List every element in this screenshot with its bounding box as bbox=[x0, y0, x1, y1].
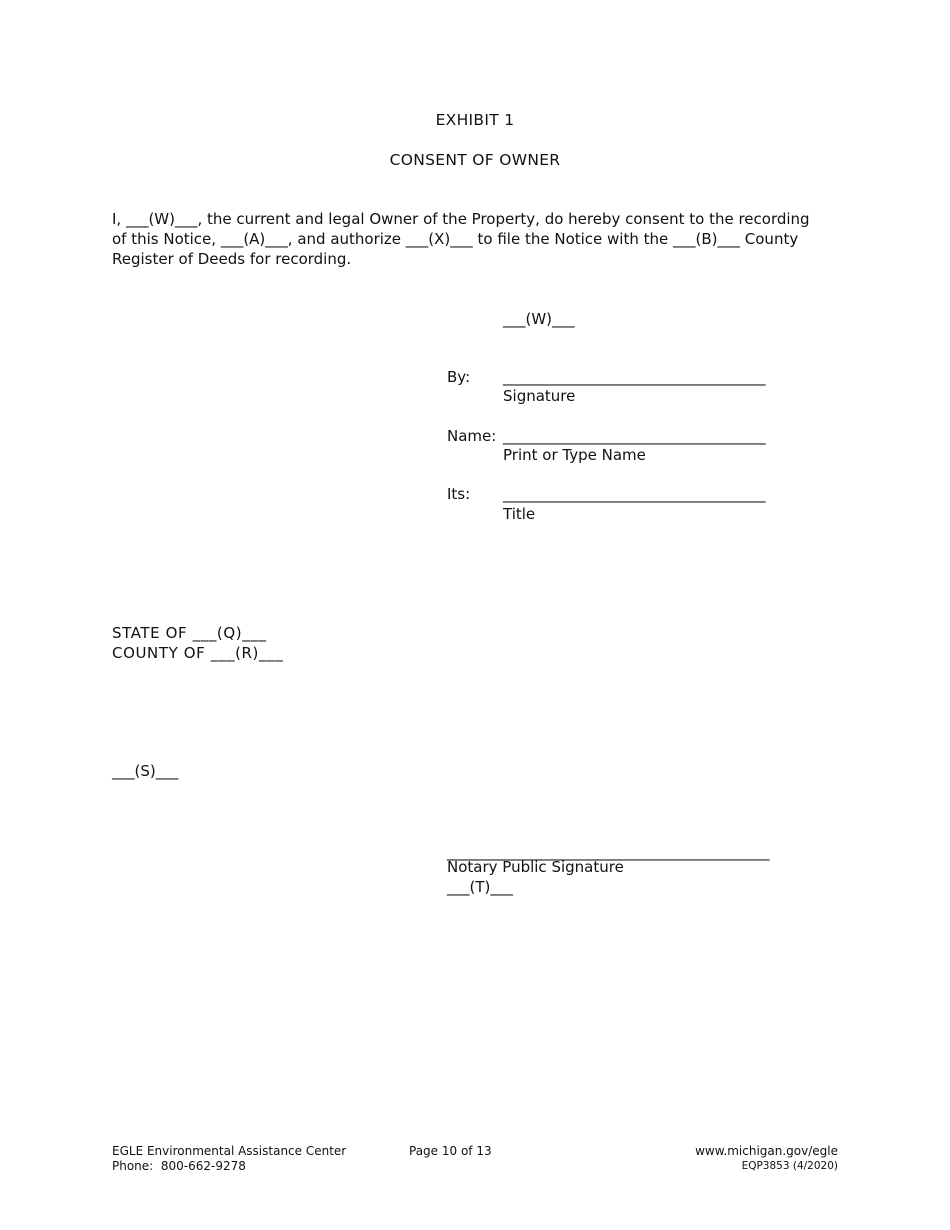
signature-line: ___________________________________ bbox=[503, 368, 766, 386]
footer-org: EGLE Environmental Assistance Center bbox=[112, 1144, 347, 1158]
by-label: By: bbox=[447, 368, 471, 386]
its-label: Its: bbox=[447, 485, 471, 503]
name-label: Name: bbox=[447, 427, 497, 445]
consent-paragraph-line: I, ___(W)___, the current and legal Owner of the Property, do hereby consent to the recording bbox=[112, 210, 810, 228]
name-caption: Print or Type Name bbox=[503, 446, 646, 464]
footer-form-code: EQP3853 (4/2020) bbox=[741, 1160, 838, 1172]
title-line: ___________________________________ bbox=[503, 485, 766, 503]
footer-page-number: Page 10 of 13 bbox=[409, 1144, 492, 1158]
footer-website: www.michigan.gov/egle bbox=[695, 1144, 838, 1158]
acknowledgment-placeholder: ___(S)___ bbox=[112, 762, 179, 780]
county-line: COUNTY OF ___(R)___ bbox=[112, 644, 284, 662]
owner-placeholder: ___(W)___ bbox=[503, 310, 575, 328]
consent-paragraph-line: of this Notice, ___(A)___, and authorize ___(X)___ to file the Notice with the ___(B)___ County bbox=[112, 230, 799, 248]
notary-placeholder: ___(T)___ bbox=[447, 878, 513, 896]
signature-caption: Signature bbox=[503, 387, 576, 405]
name-line: ___________________________________ bbox=[503, 427, 766, 445]
page-heading: CONSENT OF OWNER bbox=[389, 151, 561, 169]
state-line: STATE OF ___(Q)___ bbox=[112, 624, 267, 642]
footer-phone: Phone: 800-662-9278 bbox=[112, 1159, 246, 1173]
notary-signature-line: ___________________________________________ bbox=[447, 843, 770, 861]
consent-paragraph bbox=[112, 209, 837, 269]
consent-paragraph-line: Register of Deeds for recording. bbox=[112, 250, 352, 268]
notary-caption: Notary Public Signature bbox=[447, 858, 624, 876]
title-caption: Title bbox=[503, 505, 536, 523]
exhibit-title: EXHIBIT 1 bbox=[435, 111, 515, 129]
